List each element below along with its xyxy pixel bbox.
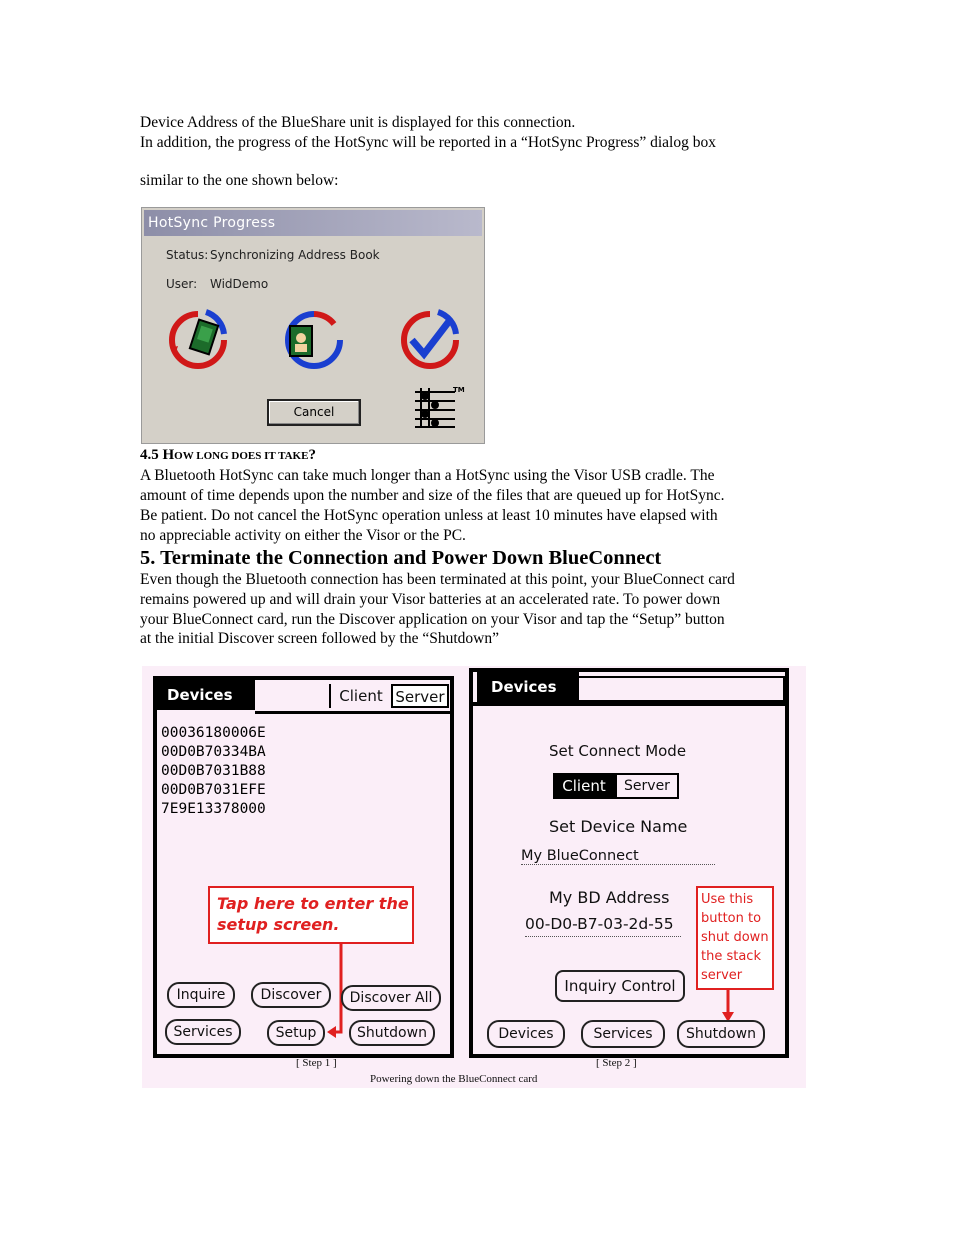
intro-line-2: In addition, the progress of the HotSync will be reported in a “HotSync Progress” dialog box: [140, 134, 716, 151]
device-address-2[interactable]: 00D0B70334BA: [161, 744, 266, 760]
bd-address-label: My BD Address: [549, 888, 670, 907]
sync-complete-icon: [398, 308, 462, 372]
hotsync-progress-dialog: [141, 207, 485, 444]
intro-line-1: Device Address of the BlueShare unit is displayed for this connection.: [140, 114, 576, 131]
step2-services-button[interactable]: Services: [581, 1020, 665, 1048]
section-5-heading: 5. Terminate the Connection and Power Down BlueConnect: [140, 547, 662, 569]
bd-address-value: 00-D0-B7-03-2d-55: [525, 915, 681, 937]
inquiry-control-button[interactable]: Inquiry Control: [555, 970, 685, 1002]
intro-line-3: similar to the one shown below:: [140, 172, 339, 189]
status-row: [166, 248, 380, 262]
step2-screen: [469, 668, 789, 1058]
step2-shutdown-button[interactable]: Shutdown: [677, 1020, 765, 1048]
step1-title: Devices: [157, 680, 255, 710]
step2-callout: Use this button to shut down the stack server: [696, 886, 774, 990]
user-label: User:: [166, 277, 198, 291]
device-address-4[interactable]: 00D0B7031EFE: [161, 782, 266, 798]
step2-title-rule: [473, 702, 785, 706]
dialog-title: HotSync Progress: [144, 210, 482, 236]
svg-text:TM: TM: [453, 386, 465, 394]
s5-line-3: your BlueConnect card, run the Discover application on your Visor and tap the “Setup” button: [140, 611, 725, 628]
device-address-5[interactable]: 7E9E13378000: [161, 801, 266, 817]
sync-desktop-icon: [282, 308, 346, 372]
figure-caption: Powering down the BlueConnect card: [370, 1073, 538, 1085]
s45-line-4: no appreciable activity on either the Visor or the PC.: [140, 527, 466, 544]
sync-handheld-icon: [166, 308, 230, 372]
step2-title: Devices: [477, 672, 579, 702]
step1-client-toggle[interactable]: Client: [329, 684, 391, 708]
discover-all-button[interactable]: Discover All: [341, 985, 441, 1011]
device-address-1[interactable]: 00036180006E: [161, 725, 266, 741]
s5-line-4: at the initial Discover screen followed by the “Shutdown”: [140, 630, 499, 647]
s45-line-1: A Bluetooth HotSync can take much longer than a HotSync using the Visor USB cradle. The: [140, 467, 715, 484]
shutdown-button[interactable]: Shutdown: [349, 1020, 435, 1046]
step1-caption: [ Step 1 ]: [296, 1057, 337, 1069]
s45-line-3: Be patient. Do not cancel the HotSync operation unless at least 10 minutes have elapsed with: [140, 507, 718, 524]
device-name-field[interactable]: My BlueConnect: [521, 848, 715, 865]
user-row: [166, 277, 268, 291]
s5-line-1: Even though the Bluetooth connection has been terminated at this point, your BlueConnect card: [140, 571, 735, 588]
hotsync-logo-icon: [413, 384, 463, 432]
services-button[interactable]: Services: [165, 1019, 241, 1045]
discover-button[interactable]: Discover: [251, 982, 331, 1008]
cancel-button[interactable]: Cancel: [267, 399, 361, 426]
step2-arrow-icon: [721, 988, 735, 1024]
step2-server-toggle[interactable]: Server: [615, 773, 679, 799]
step1-server-toggle[interactable]: Server: [391, 684, 449, 708]
step2-caption: [ Step 2 ]: [596, 1057, 637, 1069]
user-value: WidDemo: [210, 277, 269, 291]
step2-client-toggle[interactable]: Client: [553, 773, 615, 799]
section-4-5-heading: 4.5 HOW LONG DOES IT TAKE?: [140, 447, 316, 463]
s5-line-2: remains powered up and will drain your Visor batteries at an accelerated rate. To power down: [140, 591, 721, 608]
set-device-name-label: Set Device Name: [549, 817, 688, 836]
devices-button[interactable]: Devices: [487, 1020, 565, 1048]
set-connect-mode-label: Set Connect Mode: [549, 742, 687, 760]
status-value: Synchronizing Address Book: [210, 248, 380, 262]
status-label: Status:: [166, 248, 209, 262]
step2-title-field: [579, 676, 785, 702]
setup-button[interactable]: Setup: [267, 1020, 325, 1046]
inquire-button[interactable]: Inquire: [167, 982, 235, 1008]
device-address-3[interactable]: 00D0B7031B88: [161, 763, 266, 779]
step1-callout: Tap here to enter the setup screen.: [208, 886, 414, 944]
s45-line-2: amount of time depends upon the number and size of the files that are queued up for HotSync.: [140, 487, 725, 504]
blueconnect-figure: [142, 666, 806, 1088]
step1-screen: [153, 676, 454, 1058]
